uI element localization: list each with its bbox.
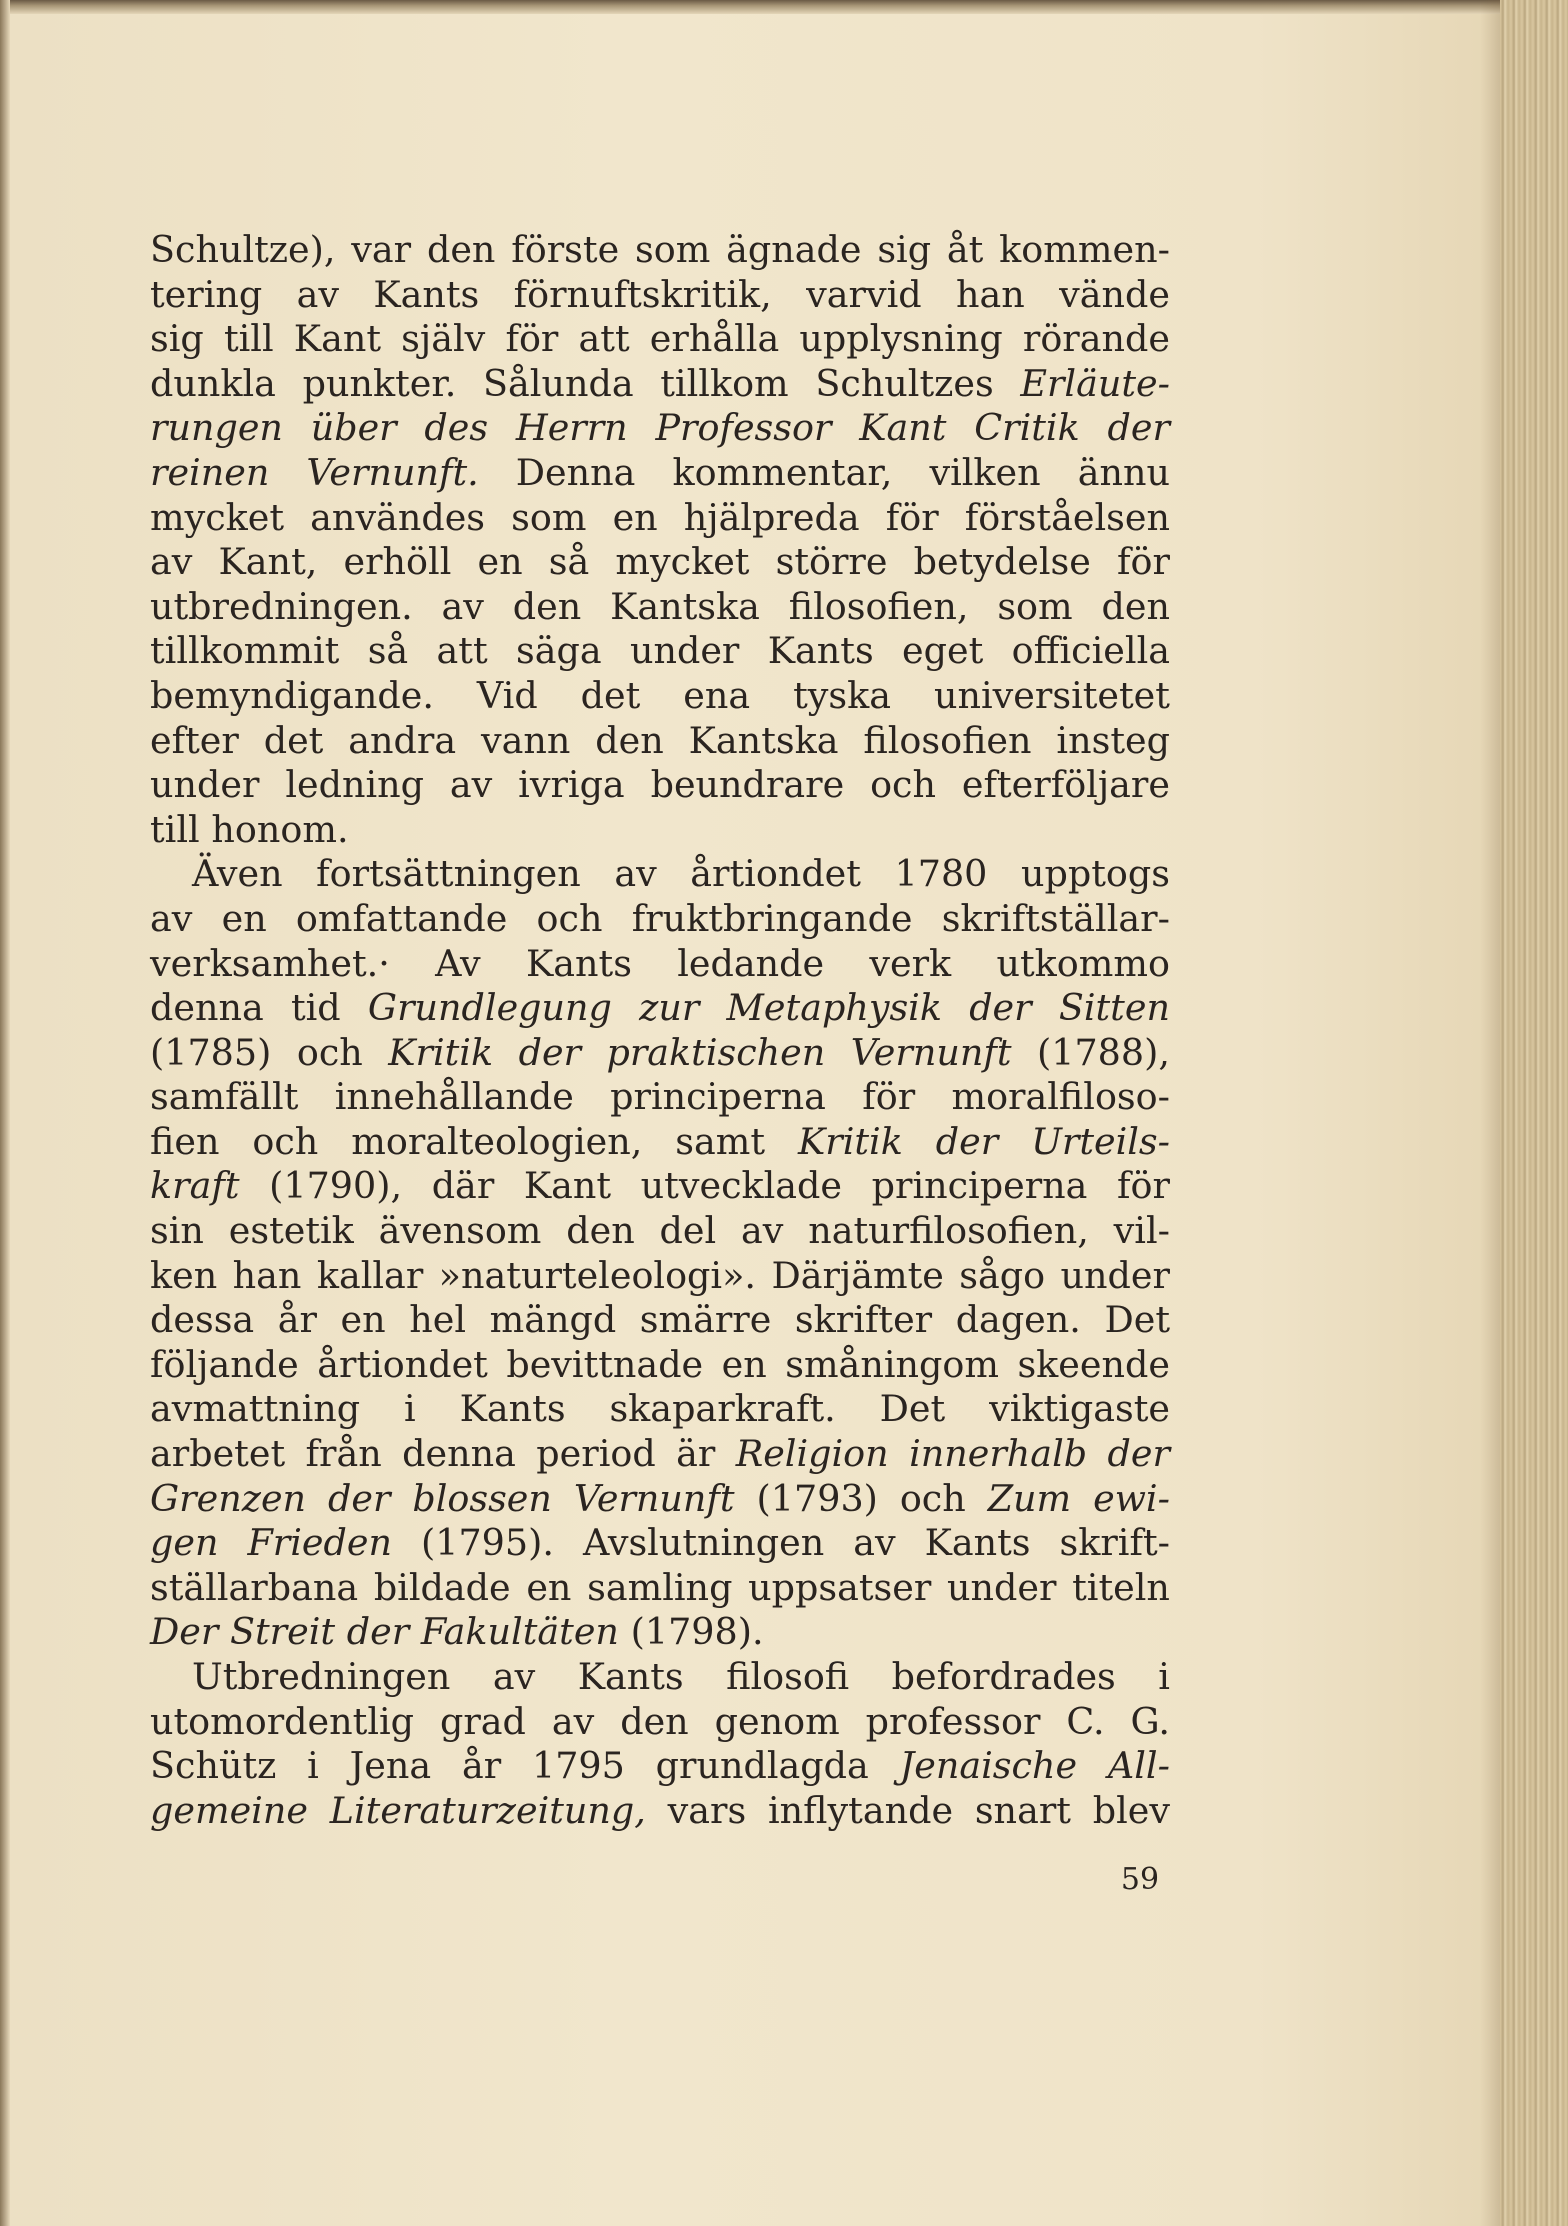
italic-word: der (1107, 406, 1170, 450)
word: (1788), (1037, 1030, 1170, 1074)
word: utkommo (996, 941, 1170, 985)
page-top-edge (0, 0, 1568, 14)
word: av (150, 896, 193, 940)
word: år (461, 1744, 502, 1788)
word: universitetet (933, 673, 1170, 717)
word: ställarbana (150, 1565, 359, 1609)
word: sin (150, 1209, 204, 1253)
word: genom (714, 1699, 840, 1743)
word: kallar (316, 1253, 424, 1297)
word: smärre (639, 1298, 772, 1342)
word: principerna (871, 1164, 1088, 1208)
word: viktigaste (989, 1387, 1170, 1431)
word: förnuftskritik, (513, 272, 772, 316)
italic-word: zur (639, 986, 700, 1030)
word: fruktbringande (631, 896, 913, 940)
word: snart (974, 1788, 1071, 1832)
word: och (252, 1119, 319, 1163)
italic-word: innerhalb (909, 1432, 1088, 1476)
word: av (296, 272, 339, 316)
word: den (1101, 584, 1170, 628)
word: så (548, 540, 590, 584)
text-line (150, 897, 1170, 942)
word: den (620, 1699, 689, 1743)
word: samt (675, 1119, 766, 1163)
word: en (526, 1565, 572, 1609)
text-line (150, 1477, 1170, 1522)
italic-word: ewi- (1093, 1476, 1170, 1520)
word: skrift- (1059, 1521, 1170, 1565)
text-line (150, 719, 1170, 764)
word: upptogs (1020, 852, 1170, 896)
word: årtiondet (690, 852, 861, 896)
word: grundlagda (655, 1744, 869, 1788)
word: 1780 (894, 852, 988, 896)
word: Kants (459, 1387, 566, 1431)
word: och (870, 763, 936, 807)
word: förste (511, 228, 620, 271)
word: och (899, 1476, 966, 1520)
word: Avslutningen (582, 1521, 825, 1565)
word: den (512, 584, 582, 628)
word: Kants (525, 941, 632, 985)
italic-word: der (518, 1030, 581, 1074)
italic-word: Literaturzeitung, (329, 1788, 646, 1832)
word: tyska (793, 673, 892, 717)
word: filosofien (863, 718, 1032, 762)
word: mycket (615, 540, 750, 584)
text-line (150, 228, 1170, 273)
italic-word: Critik (974, 406, 1080, 450)
word: följande (150, 1342, 299, 1386)
italic-word: gen (150, 1521, 219, 1565)
word: utomordentlig (150, 1699, 415, 1743)
italic-word: Frieden (247, 1521, 392, 1565)
word: denna (150, 986, 264, 1030)
word: Kants (924, 1521, 1031, 1565)
word: bemyndigande. (150, 673, 434, 717)
word: »naturteleologi». (438, 1253, 757, 1297)
text-line (150, 585, 1170, 630)
word: vann (480, 718, 571, 762)
word: åt (946, 228, 984, 271)
word: fien (150, 1119, 220, 1163)
word: (1793) (756, 1476, 878, 1520)
word: under (947, 1565, 1057, 1609)
word: punkter. (302, 361, 457, 405)
word: under (629, 629, 740, 673)
word: Det (1104, 1298, 1170, 1342)
italic-word: reinen (150, 450, 270, 494)
word: säga (515, 629, 602, 673)
italic-word: Streit (230, 1610, 336, 1654)
text-line (150, 1655, 1170, 1700)
word: vände (1059, 272, 1170, 316)
word: för (505, 317, 559, 361)
word: Schütz (150, 1744, 277, 1788)
word: ken (150, 1253, 218, 1297)
word: Utbredningen (192, 1655, 451, 1698)
word: rörande (1022, 317, 1170, 361)
word: är (676, 1432, 716, 1476)
text-line (150, 317, 1170, 362)
word: moralfiloso- (951, 1075, 1170, 1119)
word: sågo (959, 1253, 1046, 1297)
word: av (614, 852, 657, 896)
italic-word: Grenzen (150, 1476, 307, 1520)
word: årtiondet (317, 1342, 488, 1386)
text-line (150, 986, 1170, 1031)
italic-word: der (969, 986, 1032, 1030)
italic-word: praktischen (606, 1030, 826, 1074)
italic-word: Urteils- (1031, 1119, 1170, 1163)
italic-word: Zum (987, 1476, 1072, 1520)
text-line (150, 763, 1170, 808)
italic-word: gemeine (150, 1788, 308, 1832)
text-line (150, 1700, 1170, 1745)
word: Av (435, 941, 481, 985)
word: Vid (476, 673, 538, 717)
word: den (566, 1209, 635, 1253)
italic-word: Kritik (388, 1030, 494, 1074)
word: inflytande (768, 1788, 954, 1832)
word: Kantska (688, 718, 839, 762)
word: omfattande (295, 896, 508, 940)
italic-word: über (310, 406, 397, 450)
word: större (775, 540, 888, 584)
word: han (232, 1253, 302, 1297)
word: av (740, 1209, 784, 1253)
word: tillkommit (150, 629, 340, 673)
word: för (885, 495, 939, 539)
word: ävensom (378, 1209, 542, 1253)
italic-word: rungen (150, 406, 283, 450)
word: av (853, 1521, 896, 1565)
word: honom. (211, 807, 349, 851)
word: från (305, 1432, 382, 1476)
word: tillkom (660, 361, 789, 405)
word: upplysning (799, 317, 1003, 361)
word: till (150, 807, 200, 851)
word: verksamhet.· (150, 941, 390, 985)
word: mängd (489, 1298, 617, 1342)
word: titeln (1072, 1565, 1170, 1609)
text-line (150, 674, 1170, 719)
word: skaparkraft. (609, 1387, 836, 1431)
text-line (150, 1566, 1170, 1611)
word: Det (879, 1387, 946, 1431)
word: ledning (285, 763, 425, 807)
text-line (150, 1387, 1170, 1432)
word: vars (667, 1788, 747, 1832)
word: och (296, 1030, 363, 1074)
word: Kant, (218, 540, 318, 584)
word: det (580, 673, 641, 717)
italic-word: Metaphysik (726, 986, 942, 1030)
word: av (492, 1655, 536, 1698)
word: varvid (806, 272, 922, 316)
word: som (511, 495, 587, 539)
word: Kantska (610, 584, 760, 628)
word: där (431, 1164, 495, 1208)
word: uppsatser (748, 1565, 932, 1609)
word: dagen. (955, 1298, 1081, 1342)
word: utbredningen. (150, 584, 413, 628)
word: moralteologien, (351, 1119, 643, 1163)
body-text (150, 228, 1170, 1833)
word: ännu (1077, 450, 1170, 494)
word: en (721, 1342, 767, 1386)
italic-word: Kritik (797, 1119, 903, 1163)
word: Sålunda (483, 361, 634, 405)
italic-word: Sitten (1058, 986, 1170, 1030)
text-line (150, 1254, 1170, 1299)
text-line (150, 1298, 1170, 1343)
word: samling (587, 1565, 733, 1609)
word: principerna (610, 1075, 826, 1119)
word: innehållande (334, 1075, 574, 1119)
text-line (150, 1432, 1170, 1477)
word: andra (348, 718, 457, 762)
text-line (150, 1610, 1170, 1655)
italic-word: der (327, 1476, 391, 1520)
word: period (536, 1432, 656, 1476)
italic-word: Vernunft (850, 1030, 1012, 1074)
word: av (441, 584, 484, 628)
word: grad (439, 1699, 526, 1743)
italic-word: blossen (412, 1476, 552, 1520)
italic-word: der (1107, 1432, 1170, 1476)
text-line (150, 1744, 1170, 1789)
text-line (150, 273, 1170, 318)
word: och (536, 896, 603, 940)
word: som (635, 228, 711, 271)
word: Jena (349, 1744, 432, 1788)
word: skriftställar- (941, 896, 1170, 940)
word: sig (877, 228, 932, 271)
word: Kant (293, 317, 382, 361)
word: kommen- (999, 228, 1170, 271)
word: Även (192, 852, 283, 896)
word: vilken (929, 450, 1041, 494)
word: att (578, 317, 630, 361)
text-line (150, 1343, 1170, 1388)
word: sig (150, 317, 204, 361)
word: avmattning (150, 1387, 361, 1431)
word: denna (402, 1432, 516, 1476)
italic-word: Kant (859, 406, 947, 450)
italic-word: Fakultäten (420, 1610, 619, 1654)
word: i (404, 1387, 416, 1431)
italic-word: Herrn (515, 406, 628, 450)
word: fortsättningen (316, 852, 581, 896)
word: under (150, 763, 260, 807)
page-number: 59 (1120, 1862, 1160, 1897)
word: (1790), (269, 1164, 403, 1208)
italic-word: Jenaische (899, 1744, 1078, 1788)
word: av (449, 763, 493, 807)
word: kommentar, (672, 450, 893, 494)
word: Kant (523, 1164, 612, 1208)
word: Denna (515, 450, 636, 494)
word: beundrare (650, 763, 845, 807)
italic-word: Professor (655, 406, 832, 450)
word: bevittnade (506, 1342, 704, 1386)
italic-word: Vernunft (573, 1476, 735, 1520)
word: G. (1130, 1699, 1170, 1743)
word: dessa (150, 1298, 255, 1342)
word: hjälpreda (683, 495, 860, 539)
word: i (1158, 1655, 1170, 1698)
text-line (150, 1031, 1170, 1076)
word: betydelse (913, 540, 1091, 584)
word: erhålla (649, 317, 780, 361)
italic-word: Vernunft. (306, 450, 479, 494)
word: (1795). (420, 1521, 554, 1565)
word: år (277, 1298, 317, 1342)
word: Därjämte (771, 1253, 944, 1297)
word: vil- (1113, 1209, 1170, 1253)
word: under (1060, 1253, 1170, 1297)
text-line (150, 942, 1170, 987)
word: tid (290, 986, 341, 1030)
word: dunkla (150, 361, 276, 405)
word: (1785) (150, 1030, 272, 1074)
word: i (307, 1744, 319, 1788)
word: ledande (677, 941, 825, 985)
word: blev (1092, 1788, 1170, 1832)
word: det (263, 718, 324, 762)
word: till (223, 317, 274, 361)
word: Kants (767, 629, 874, 673)
page-left-edge (0, 0, 10, 2226)
word: estetik (228, 1209, 354, 1253)
word: (1798). (630, 1610, 764, 1654)
word: naturfilosofien, (808, 1209, 1089, 1253)
italic-word: der (346, 1610, 410, 1654)
italic-word: Religion (735, 1432, 889, 1476)
text-line (150, 1075, 1170, 1120)
word: arbetet (150, 1432, 286, 1476)
text-line (150, 1164, 1170, 1209)
text-line (150, 808, 1170, 853)
word: ena (683, 673, 751, 717)
text-line (150, 362, 1170, 407)
italic-word: Erläute- (1020, 361, 1170, 405)
word: hel (409, 1298, 467, 1342)
word: den (426, 228, 496, 271)
word: bildade (373, 1565, 511, 1609)
word: professor (865, 1699, 1041, 1743)
word: insteg (1056, 718, 1170, 762)
word: eget (902, 629, 984, 673)
text-line (150, 1209, 1170, 1254)
word: småningom (785, 1342, 999, 1386)
word: C. (1066, 1699, 1105, 1743)
word: själv (401, 317, 486, 361)
text-line (150, 852, 1170, 897)
text-line (150, 451, 1170, 496)
word: ivriga (518, 763, 625, 807)
word: filosofi (726, 1655, 850, 1698)
word: samfällt (150, 1075, 299, 1119)
word: efterföljare (961, 763, 1170, 807)
italic-word: Der (150, 1610, 219, 1654)
word: Schultze), (150, 228, 336, 271)
word: av (551, 1699, 595, 1743)
word: verk (869, 941, 952, 985)
word: en (221, 896, 267, 940)
word: användes (310, 495, 486, 539)
text-line (150, 496, 1170, 541)
text-line (150, 629, 1170, 674)
italic-word: der (935, 1119, 999, 1163)
word: en (612, 495, 658, 539)
text-line (150, 540, 1170, 585)
word: filosofien, (788, 584, 969, 628)
word: att (436, 629, 488, 673)
word: Schultzes (815, 361, 994, 405)
word: utvecklade (640, 1164, 843, 1208)
word: för (1117, 540, 1170, 584)
word: för (862, 1075, 916, 1119)
word: för (1117, 1164, 1170, 1208)
italic-word: des (424, 406, 489, 450)
word: mycket (150, 495, 285, 539)
text-line (150, 1120, 1170, 1165)
text-line (150, 1521, 1170, 1566)
word: en (340, 1298, 386, 1342)
word: ägnade (726, 228, 862, 271)
word: officiella (1011, 629, 1170, 673)
page-fore-edge (1500, 0, 1568, 2226)
word: förståelsen (964, 495, 1170, 539)
word: Kants (373, 272, 480, 316)
word: var (351, 228, 412, 271)
word: av (150, 540, 193, 584)
italic-word: kraft (150, 1164, 240, 1208)
word: så (367, 629, 409, 673)
text-line (150, 406, 1170, 451)
word: skeende (1017, 1342, 1170, 1386)
word: den (595, 718, 664, 762)
word: erhöll (343, 540, 452, 584)
word: han (955, 272, 1025, 316)
word: tering (150, 272, 263, 316)
word: befordrades (891, 1655, 1116, 1698)
word: efter (150, 718, 239, 762)
word: som (997, 584, 1073, 628)
word: Kants (577, 1655, 684, 1698)
word: skrifter (794, 1298, 933, 1342)
italic-word: All- (1107, 1744, 1170, 1788)
word: 1795 (531, 1744, 625, 1788)
word: en (477, 540, 523, 584)
word: del (659, 1209, 717, 1253)
text-line (150, 1789, 1170, 1834)
italic-word: Grundlegung (367, 986, 612, 1030)
